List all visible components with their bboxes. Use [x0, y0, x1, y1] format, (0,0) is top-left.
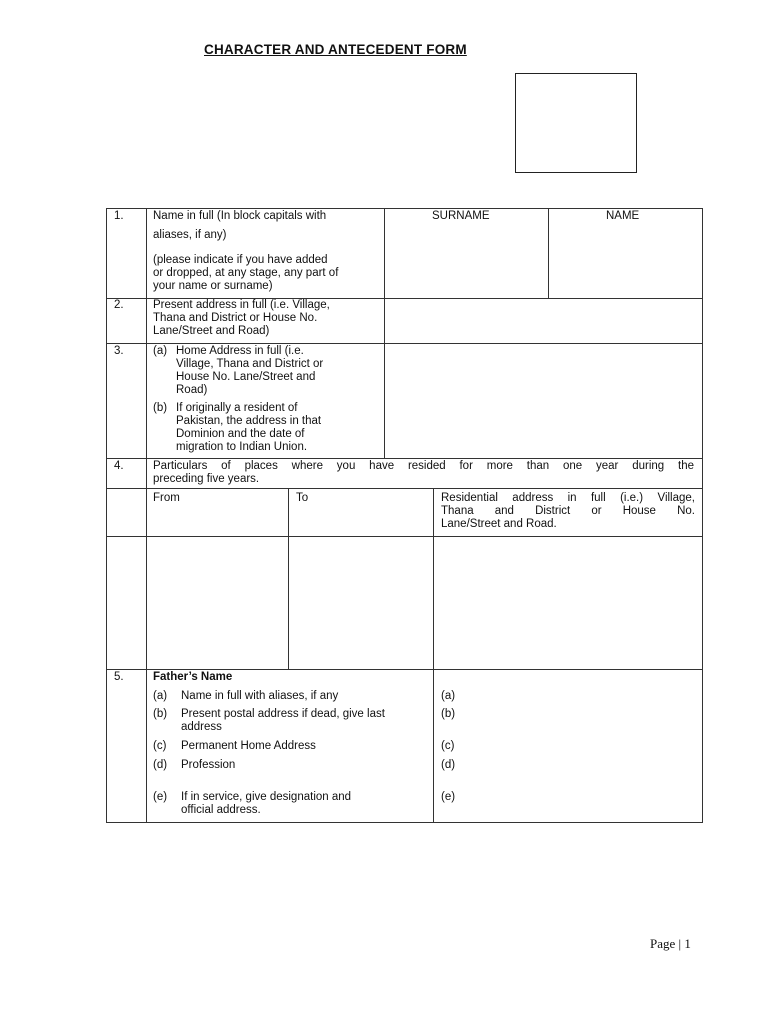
residence-particulars-line2: preceding five years. [153, 473, 260, 485]
pakistan-line4: migration to Indian Union. [176, 441, 308, 453]
to-header: To [296, 492, 309, 504]
pakistan-line1: If originally a resident of [176, 402, 298, 414]
father-b-answer: (b) [441, 708, 456, 720]
table-top-border [106, 208, 703, 209]
father-a-marker: (a) [153, 690, 168, 702]
father-e-marker: (e) [153, 791, 168, 803]
father-d-text: Profession [181, 759, 236, 771]
pakistan-line3: Dominion and the date of [176, 428, 305, 440]
present-address-label-line1: Present address in full (i.e. Village, [153, 299, 330, 311]
home-address-line3: House No. Lane/Street and [176, 371, 316, 383]
row-number-5: 5. [114, 671, 124, 683]
residence-particulars-line1: Particulars of places where you have resided for more than one year during the [153, 460, 694, 472]
table-left-border [106, 208, 107, 822]
name-label-line2: aliases, if any) [153, 229, 227, 241]
father-b-text-line1: Present postal address if dead, give last [181, 708, 385, 720]
from-to-divider [288, 488, 289, 669]
father-c-marker: (c) [153, 740, 167, 752]
present-address-label-line2: Thana and District or House No. [153, 312, 318, 324]
residential-address-header-line3: Lane/Street and Road. [441, 518, 557, 530]
row-divider [106, 343, 703, 344]
pakistan-marker: (b) [153, 402, 168, 414]
label-column-divider [384, 208, 385, 458]
father-c-text: Permanent Home Address [181, 740, 316, 752]
father-a-text: Name in full with aliases, if any [181, 690, 339, 702]
home-address-marker: (a) [153, 345, 168, 357]
father-d-answer: (d) [441, 759, 456, 771]
father-a-answer: (a) [441, 690, 456, 702]
surname-name-divider [548, 208, 549, 298]
from-header: From [153, 492, 180, 504]
photo-box [515, 73, 637, 173]
surname-header: SURNAME [432, 210, 490, 222]
father-b-marker: (b) [153, 708, 168, 720]
row-number-2: 2. [114, 299, 124, 311]
number-column-divider [146, 208, 147, 822]
row-divider [106, 669, 703, 670]
row-divider [106, 458, 703, 459]
row-divider [106, 536, 703, 537]
to-address-divider [433, 488, 434, 822]
home-address-line1: Home Address in full (i.e. [176, 345, 304, 357]
father-c-answer: (c) [441, 740, 455, 752]
home-address-line2: Village, Thana and District or [176, 358, 324, 370]
home-address-line4: Road) [176, 384, 208, 396]
table-right-border [702, 208, 703, 822]
residential-address-header-line1: Residential address in full (i.e.) Village, [441, 492, 695, 504]
name-note-line1: (please indicate if you have added [153, 254, 328, 266]
father-e-text-line1: If in service, give designation and [181, 791, 352, 803]
row-number-3: 3. [114, 345, 124, 357]
present-address-label-line3: Lane/Street and Road) [153, 325, 270, 337]
father-b-text-line2: address [181, 721, 222, 733]
father-d-marker: (d) [153, 759, 168, 771]
name-label: Name in full (In block capitals with [153, 210, 327, 222]
father-e-text-line2: official address. [181, 804, 261, 816]
row-divider [106, 488, 703, 489]
father-e-answer: (e) [441, 791, 456, 803]
row-number-1: 1. [114, 210, 124, 222]
fathers-name-heading: Father’s Name [153, 671, 233, 683]
row-number-4: 4. [114, 460, 124, 472]
table-bottom-border [106, 822, 703, 823]
name-header: NAME [606, 210, 640, 222]
residential-address-header-line2: Thana and District or House No. [441, 505, 695, 517]
page-number: Page | 1 [650, 936, 691, 951]
name-note-line2: or dropped, at any stage, any part of [153, 267, 339, 279]
name-note-line3: your name or surname) [153, 280, 273, 292]
pakistan-line2: Pakistan, the address in that [176, 415, 322, 427]
page-title: CHARACTER AND ANTECEDENT FORM [204, 42, 467, 57]
